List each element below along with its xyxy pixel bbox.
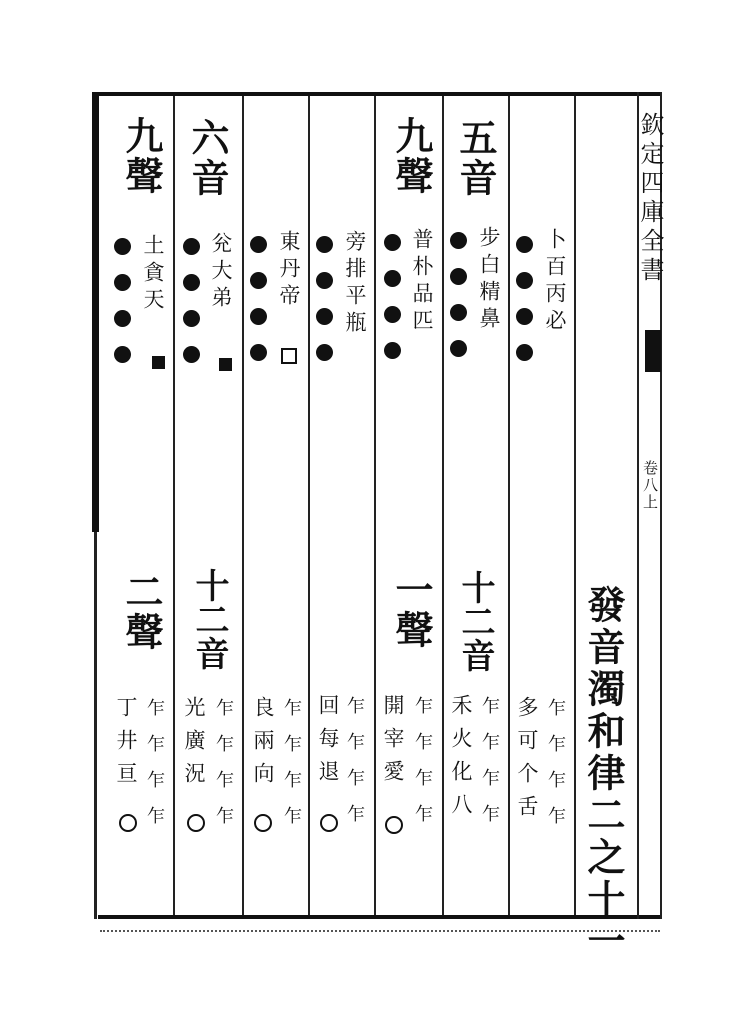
hollow-circle-icon — [385, 816, 403, 834]
tone-marks: 乍乍乍乍 — [545, 698, 566, 842]
hollow-circle-icon — [320, 814, 338, 832]
dot-column — [516, 236, 536, 380]
dot-column — [384, 234, 404, 378]
filled-circle-icon — [316, 272, 333, 289]
tone-marks: 乍乍乍乍 — [144, 698, 165, 842]
lower-chars: 禾火化八 — [449, 694, 473, 826]
dot-column — [316, 236, 336, 380]
filled-circle-icon — [250, 272, 267, 289]
filled-circle-icon — [183, 274, 200, 291]
column-heading: 十二音 — [455, 570, 495, 672]
filled-circle-icon — [516, 272, 533, 289]
filled-circle-icon — [316, 236, 333, 253]
filled-circle-icon — [114, 274, 131, 291]
column-rule — [173, 96, 175, 915]
column-heading: 十二音 — [189, 568, 229, 670]
column-heading: 五音 — [453, 118, 498, 198]
frame-top-rule — [92, 92, 662, 96]
filled-circle-icon — [183, 310, 200, 327]
filled-circle-icon — [384, 306, 401, 323]
upper-chars: 兊大弟 — [209, 232, 233, 313]
hollow-circle-icon — [187, 814, 205, 832]
dot-column — [183, 238, 203, 382]
section-title: 發音濁和律二之十一 — [581, 585, 626, 963]
filled-circle-icon — [516, 236, 533, 253]
tone-marks: 乍乍乍乍 — [344, 696, 365, 840]
volume-label: 卷八上 — [641, 460, 659, 511]
upper-chars: 卜百丙必 — [543, 228, 567, 336]
filled-circle-icon — [250, 344, 267, 361]
tone-marks: 乍乍乍乍 — [412, 696, 433, 840]
frame-left-rule — [92, 92, 99, 532]
filled-circle-icon — [114, 346, 131, 363]
upper-chars: 土貪天 — [141, 234, 165, 315]
column-heading: 九聲 — [119, 116, 164, 196]
filled-circle-icon — [450, 340, 467, 357]
filled-circle-icon — [450, 304, 467, 321]
column-heading: 二聲 — [119, 572, 164, 652]
filled-circle-icon — [114, 310, 131, 327]
upper-chars: 旁排平瓶 — [343, 230, 367, 338]
column-rule — [442, 96, 444, 915]
frame-left-rule-lower — [94, 532, 97, 919]
upper-chars: 步白精鼻 — [477, 226, 501, 334]
upper-chars: 普朴品匹 — [410, 228, 434, 336]
lower-chars: 回每退 — [316, 694, 340, 793]
filled-circle-icon — [450, 232, 467, 249]
column-rule — [574, 96, 576, 915]
filled-circle-icon — [450, 268, 467, 285]
empty-square-icon — [281, 348, 297, 364]
tone-marks: 乍乍乍乍 — [213, 698, 234, 842]
column-rule — [308, 96, 310, 915]
column-heading: 六音 — [185, 118, 230, 198]
filled-circle-icon — [384, 234, 401, 251]
hollow-circle-icon — [119, 814, 137, 832]
column-heading: 九聲 — [389, 116, 434, 196]
upper-chars: 東丹帝 — [277, 230, 301, 311]
filled-square-icon — [152, 356, 165, 369]
filled-circle-icon — [316, 344, 333, 361]
column-heading: 一聲 — [389, 570, 434, 650]
column-rule — [374, 96, 376, 915]
filled-circle-icon — [250, 308, 267, 325]
column-rule — [508, 96, 510, 915]
filled-circle-icon — [516, 344, 533, 361]
tone-marks: 乍乍乍乍 — [479, 696, 500, 840]
filled-circle-icon — [250, 236, 267, 253]
frame-bottom-rule — [98, 915, 662, 919]
dot-column — [114, 238, 134, 382]
filled-circle-icon — [384, 342, 401, 359]
filled-circle-icon — [384, 270, 401, 287]
tone-marks: 乍乍乍乍 — [281, 698, 302, 842]
filled-circle-icon — [183, 238, 200, 255]
lower-chars: 丁井亘 — [114, 696, 138, 795]
bottom-dotted-rule — [100, 930, 660, 932]
hollow-circle-icon — [254, 814, 272, 832]
lower-chars: 良兩向 — [251, 696, 275, 795]
filled-circle-icon — [316, 308, 333, 325]
filled-square-icon — [219, 358, 232, 371]
column-rule — [242, 96, 244, 915]
lower-chars: 光廣況 — [182, 696, 206, 795]
filled-circle-icon — [516, 308, 533, 325]
book-title: 欽定四庫全書 — [636, 112, 664, 286]
lower-chars: 多可个舌 — [515, 696, 539, 828]
filled-circle-icon — [183, 346, 200, 363]
dot-column — [250, 236, 270, 380]
dot-column — [450, 232, 470, 376]
lower-chars: 開宰愛 — [381, 694, 405, 793]
filled-circle-icon — [114, 238, 131, 255]
fishtail-mark — [645, 330, 661, 372]
